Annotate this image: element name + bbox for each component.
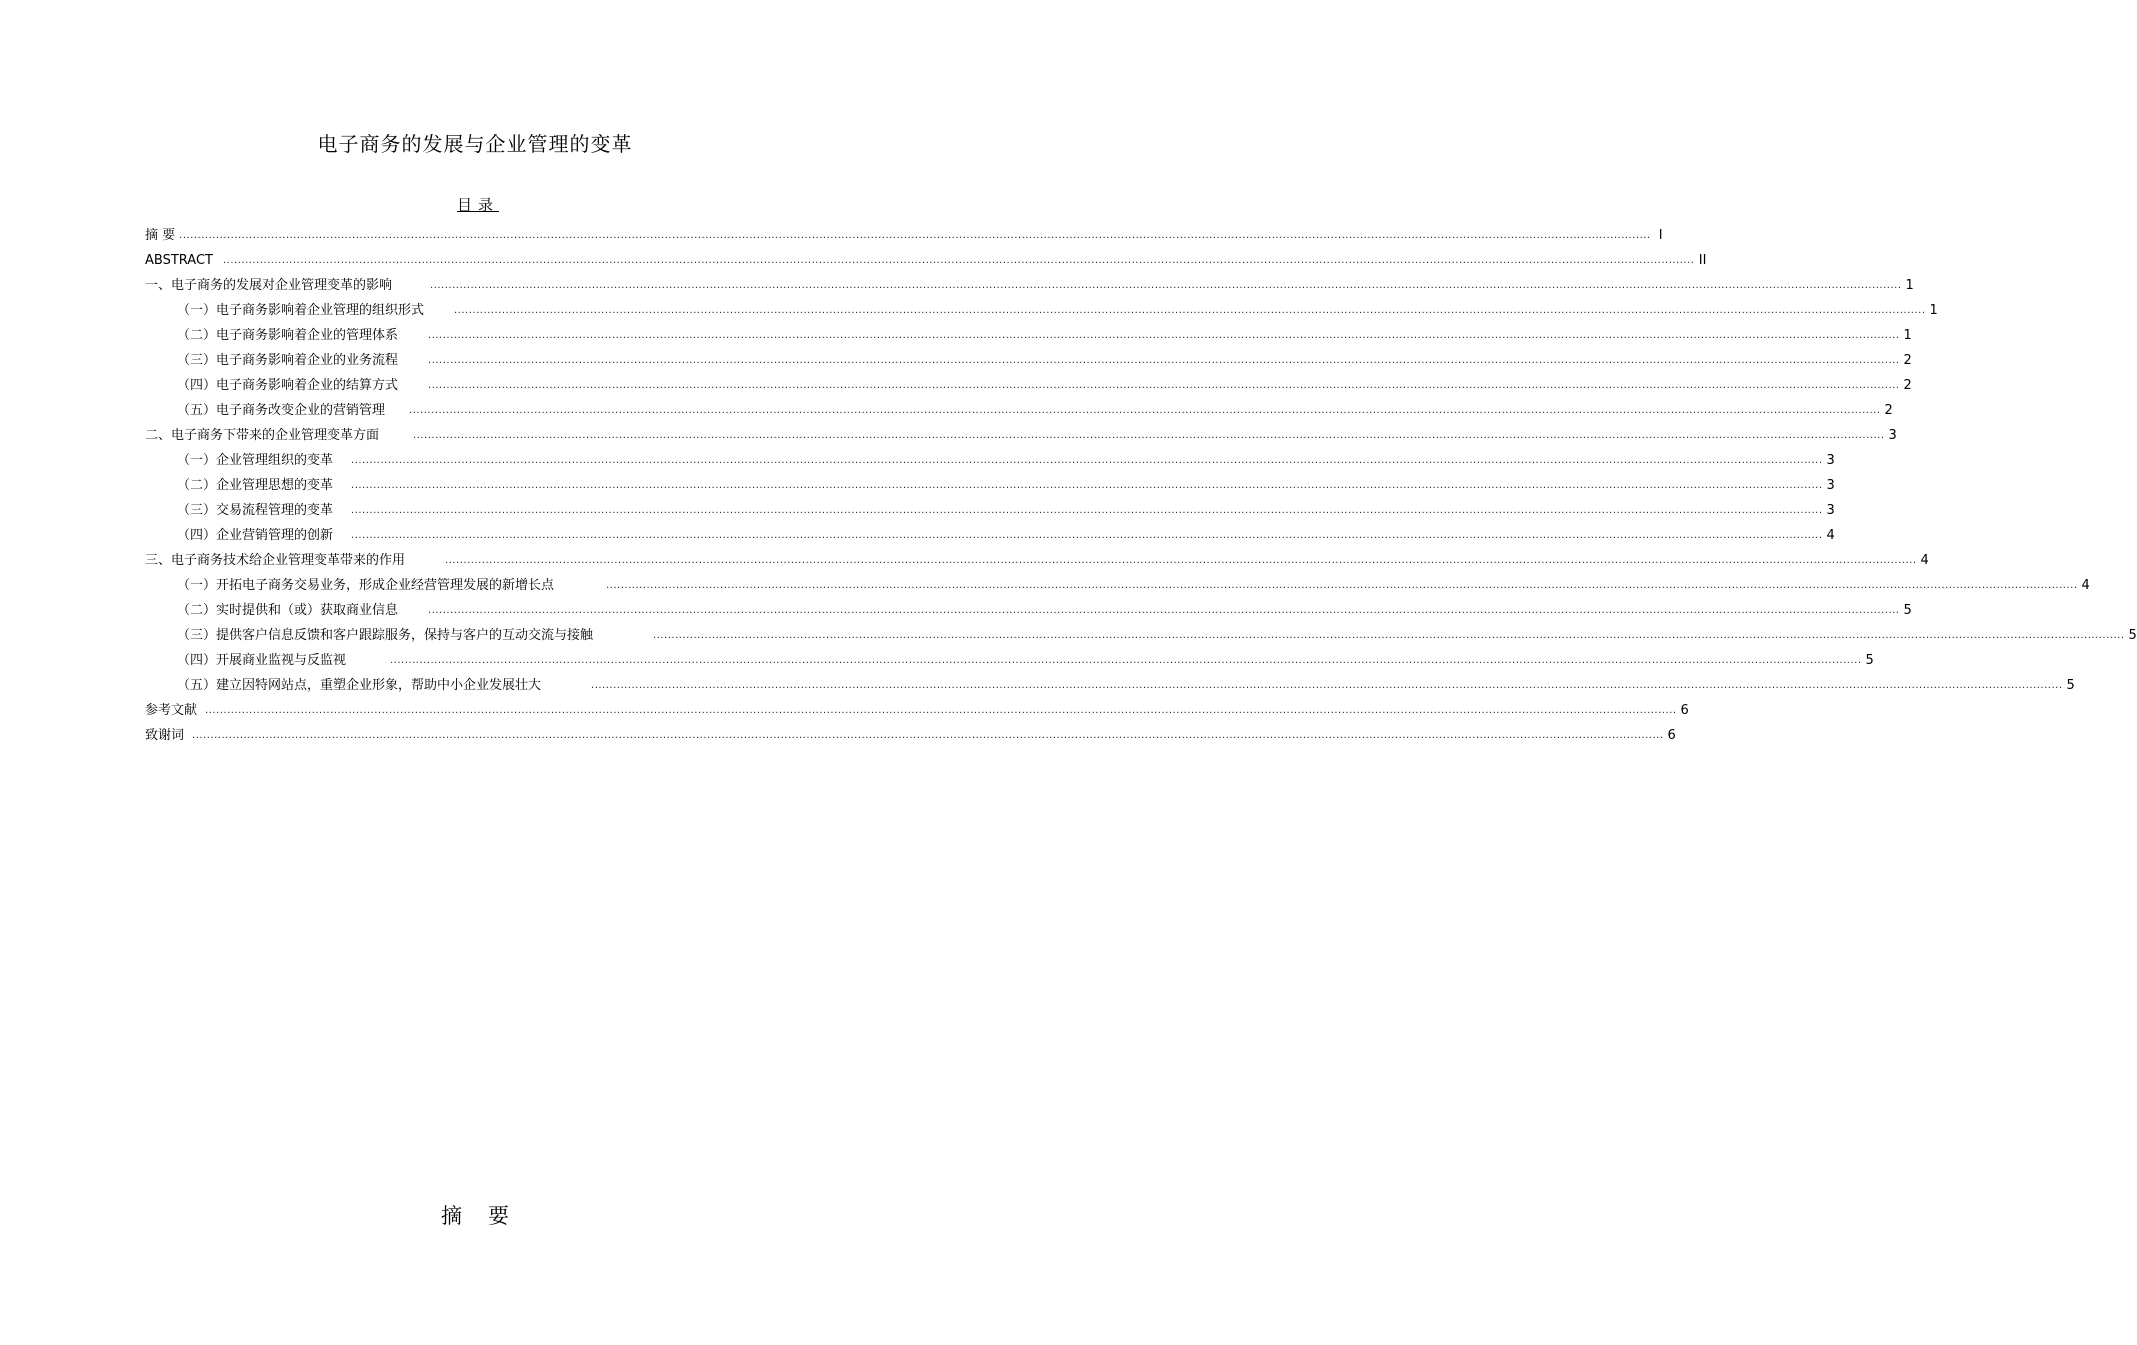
- toc-entry-label: （四）企业营销管理的创新: [177, 528, 334, 543]
- toc-entry[interactable]: [145, 618, 2137, 643]
- toc-entry-label: （三）交易流程管理的变革: [177, 503, 334, 518]
- toc-entry-page-number: 5: [1865, 653, 1874, 668]
- toc-entry-label: 一、电子商务的发展对企业管理变革的影响: [145, 278, 393, 293]
- toc-entry-label: 致谢词: [145, 728, 185, 743]
- toc-entry-page-number: 5: [2066, 678, 2075, 693]
- toc-dot-leader: ................................................................................................................................................................................................................................................................................................................................................................................................................: [428, 380, 1900, 391]
- toc-entry-page-number: 6: [1667, 728, 1676, 743]
- toc-entry-label: ABSTRACT: [145, 253, 213, 268]
- toc-heading-text: 目录: [456, 196, 499, 214]
- toc-entry-page-number: 3: [1826, 478, 1835, 493]
- toc-dot-leader: ................................................................................................................................................................................................................................................................................................................................................................................................................: [390, 655, 1862, 666]
- toc-entry-label: （三）电子商务影响着企业的业务流程: [177, 353, 399, 368]
- toc-dot-leader: ................................................................................................................................................................................................................................................................................................................................................................................................................: [653, 630, 2125, 641]
- toc-dot-leader: ................................................................................................................................................................................................................................................................................................................................................................................................................: [351, 530, 1823, 541]
- toc-dot-leader: ................................................................................................................................................................................................................................................................................................................................................................................................................: [428, 330, 1900, 341]
- toc-dot-leader: ................................................................................................................................................................................................................................................................................................................................................................................................................: [591, 680, 2063, 691]
- toc-entry-page-number: 4: [1920, 553, 1929, 568]
- toc-entry[interactable]: [145, 368, 1912, 393]
- toc-dot-leader: ................................................................................................................................................................................................................................................................................................................................................................................................................: [445, 555, 1917, 566]
- toc-entry[interactable]: [145, 593, 1912, 618]
- toc-entry-page-number: 5: [1903, 603, 1912, 618]
- toc-entry-page-number: 4: [2081, 578, 2090, 593]
- toc-entry-label: （二）企业管理思想的变革: [177, 478, 334, 493]
- toc-entry[interactable]: [145, 243, 1707, 268]
- toc-entry-label: （四）开展商业监视与反监视: [177, 653, 347, 668]
- toc-dot-leader: ................................................................................................................................................................................................................................................................................................................................................................................................................: [409, 405, 1881, 416]
- toc-entry-label: 二、电子商务下带来的企业管理变革方面: [145, 428, 380, 443]
- toc-entry[interactable]: [145, 418, 1897, 443]
- toc-entry-page-number: 3: [1826, 453, 1835, 468]
- toc-dot-leader: ................................................................................................................................................................................................................................................................................................................................................................................................................: [430, 280, 1902, 291]
- toc-entry[interactable]: [145, 293, 1938, 318]
- toc-entry-page-number: 1: [1903, 328, 1912, 343]
- toc-entry[interactable]: [145, 543, 1929, 568]
- toc-entry-label: （一）电子商务影响着企业管理的组织形式: [177, 303, 425, 318]
- toc-entry-page-number: 2: [1903, 353, 1912, 368]
- toc-entry[interactable]: [145, 218, 1663, 243]
- toc-entry[interactable]: [145, 268, 1914, 293]
- toc-entry-page-number: 2: [1884, 403, 1893, 418]
- toc-dot-leader: ................................................................................................................................................................................................................................................................................................................................................................................................................: [192, 730, 1664, 741]
- toc-entry[interactable]: [145, 518, 1835, 543]
- table-of-contents: [145, 218, 2137, 743]
- toc-entry-label: （五）建立因特网站点，重塑企业形象，帮助中小企业发展壮大: [177, 678, 542, 693]
- toc-entry-label: 摘 要: [145, 228, 176, 243]
- toc-entry[interactable]: [145, 718, 1676, 743]
- toc-dot-leader: ................................................................................................................................................................................................................................................................................................................................................................................................................: [454, 305, 1926, 316]
- toc-dot-leader: ................................................................................................................................................................................................................................................................................................................................................................................................................: [428, 355, 1900, 366]
- toc-dot-leader: ................................................................................................................................................................................................................................................................................................................................................................................................................: [351, 455, 1823, 466]
- toc-dot-leader: ................................................................................................................................................................................................................................................................................................................................................................................................................: [351, 480, 1823, 491]
- abstract-section-heading: 摘要: [441, 1204, 535, 1228]
- toc-entry[interactable]: [145, 318, 1912, 343]
- toc-entry-page-number: I: [1658, 228, 1663, 243]
- toc-entry[interactable]: [145, 668, 2075, 693]
- toc-dot-leader: ................................................................................................................................................................................................................................................................................................................................................................................................................: [413, 430, 1885, 441]
- document-title: 电子商务的发展与企业管理的变革: [317, 132, 633, 156]
- toc-entry-label: （二）实时提供和（或）获取商业信息: [177, 603, 399, 618]
- toc-entry[interactable]: [145, 493, 1835, 518]
- toc-entry[interactable]: [145, 343, 1912, 368]
- toc-entry-label: 参考文献: [145, 703, 198, 718]
- toc-entry-label: （三）提供客户信息反馈和客户跟踪服务，保持与客户的互动交流与接触: [177, 628, 594, 643]
- toc-entry[interactable]: [145, 568, 2090, 593]
- toc-entry-label: （五）电子商务改变企业的营销管理: [177, 403, 386, 418]
- toc-entry-page-number: 4: [1826, 528, 1835, 543]
- toc-entry-page-number: 2: [1903, 378, 1912, 393]
- toc-entry-label: 三、电子商务技术给企业管理变革带来的作用: [145, 553, 406, 568]
- toc-entry-label: （四）电子商务影响着企业的结算方式: [177, 378, 399, 393]
- toc-entry-page-number: 1: [1905, 278, 1914, 293]
- toc-entry-label: （一）开拓电子商务交易业务，形成企业经营管理发展的新增长点: [177, 578, 555, 593]
- toc-entry[interactable]: [145, 468, 1835, 493]
- toc-dot-leader: ................................................................................................................................................................................................................................................................................................................................................................................................................: [179, 230, 1651, 241]
- toc-dot-leader: ................................................................................................................................................................................................................................................................................................................................................................................................................: [351, 505, 1823, 516]
- toc-entry-page-number: 5: [2128, 628, 2137, 643]
- toc-dot-leader: ................................................................................................................................................................................................................................................................................................................................................................................................................: [205, 705, 1677, 716]
- toc-heading: [0, 194, 950, 215]
- toc-entry-page-number: 1: [1929, 303, 1938, 318]
- toc-entry-page-number: II: [1698, 253, 1707, 268]
- toc-entry-label: （一）企业管理组织的变革: [177, 453, 334, 468]
- toc-entry-page-number: 3: [1826, 503, 1835, 518]
- toc-dot-leader: ................................................................................................................................................................................................................................................................................................................................................................................................................: [606, 580, 2078, 591]
- toc-entry[interactable]: [145, 393, 1893, 418]
- toc-entry-label: （二）电子商务影响着企业的管理体系: [177, 328, 399, 343]
- toc-entry-page-number: 3: [1888, 428, 1897, 443]
- toc-dot-leader: ................................................................................................................................................................................................................................................................................................................................................................................................................: [428, 605, 1900, 616]
- toc-entry[interactable]: [145, 443, 1835, 468]
- toc-entry[interactable]: [145, 643, 1874, 668]
- toc-entry[interactable]: [145, 693, 1689, 718]
- toc-entry-page-number: 6: [1680, 703, 1689, 718]
- toc-dot-leader: ................................................................................................................................................................................................................................................................................................................................................................................................................: [222, 255, 1695, 266]
